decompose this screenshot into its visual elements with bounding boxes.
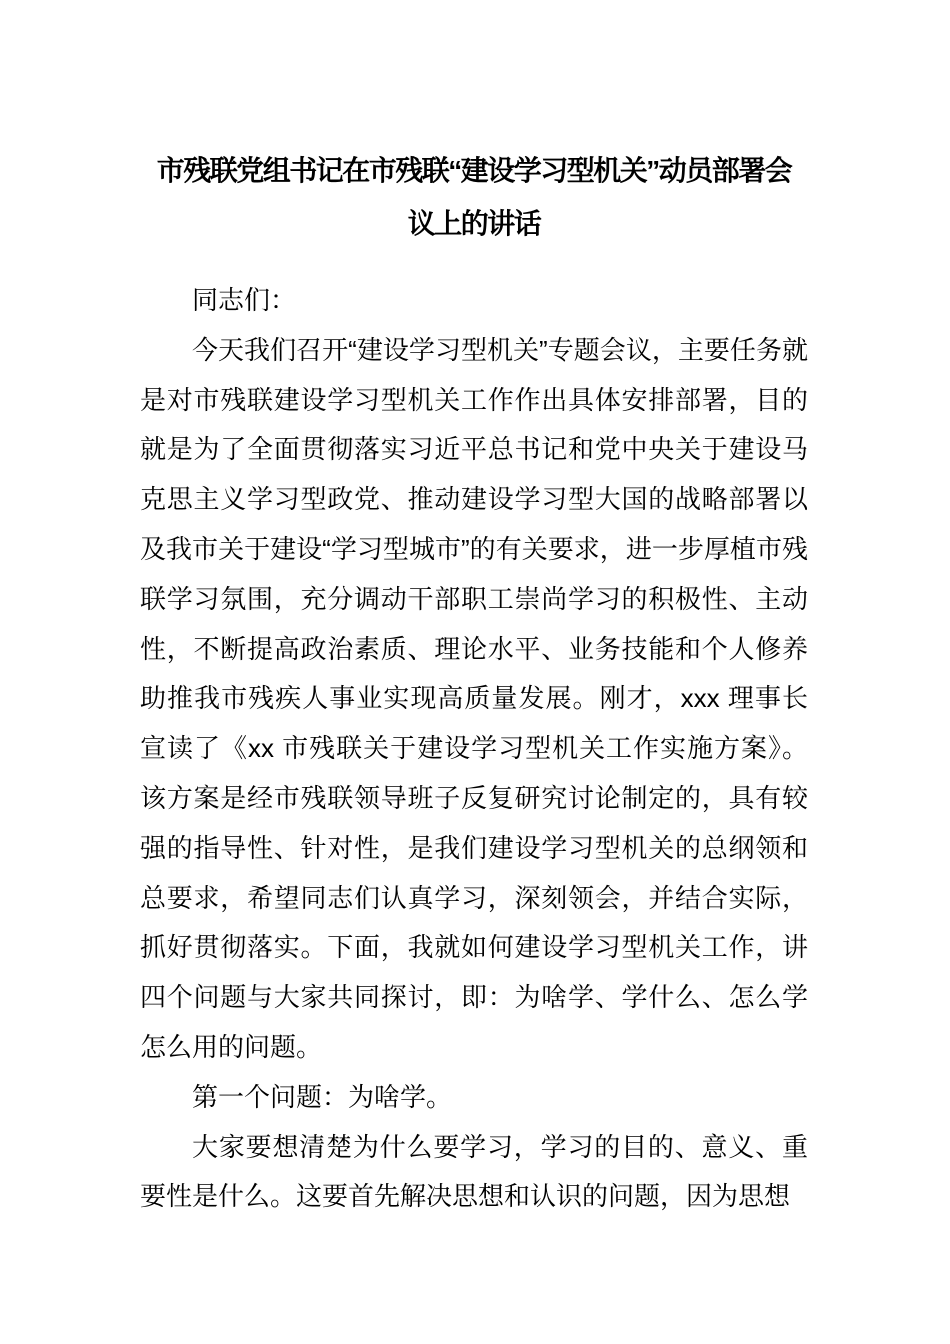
document-body [140,276,808,1222]
document-title [140,144,808,250]
document-title-line-1: 市残联党组书记在市残联“建设学习型机关”动员部署会 [156,155,792,186]
paragraph-salutation: 同志们： [192,285,297,315]
paragraph-intro: 今天我们召开“建设学习型机关”专题会议，主要任务就是对市残联建设学习型机关工作作出具体安排部署，目的就是为了全面贯彻落实习近平总书记和党中央关于建设马克思主义学习型政党、推动建设学习型大国的战略部署以及我市关于建设“学习型城市”的有关要求，进一步厚植市残联学习氛围，充分调动干部职工崇尚学习的积极性、主动性，不断提高政治素质、理论水平、业务技能和个人修养助推我市残疾人事业实现高质量发展。刚才，xxx 理事长宣读了《xx 市残联关于建设学习型机关工作实施方案》。该方案是经市残联领导班子反复研究讨论制定的，具有较强的指导性、针对性，是我们建设学习型机关的总纲领和总要求，希望同志们认真学习，深刻领会，并结合实际，抓好贯彻落实。下面，我就如何建设学习型机关工作，讲四个问题与大家共同探讨，即：为啥学、学什么、怎么学怎么用的问题。 [140,334,808,1062]
document-title-line-2: 议上的讲话 [407,208,541,239]
paragraph-question-1-heading: 第一个问题：为啥学。 [192,1081,453,1112]
paragraph-question-1-body: 大家要想清楚为什么要学习，学习的目的、意义、重要性是什么。这要首先解决思想和认识的问题，因为思想 [140,1131,808,1212]
